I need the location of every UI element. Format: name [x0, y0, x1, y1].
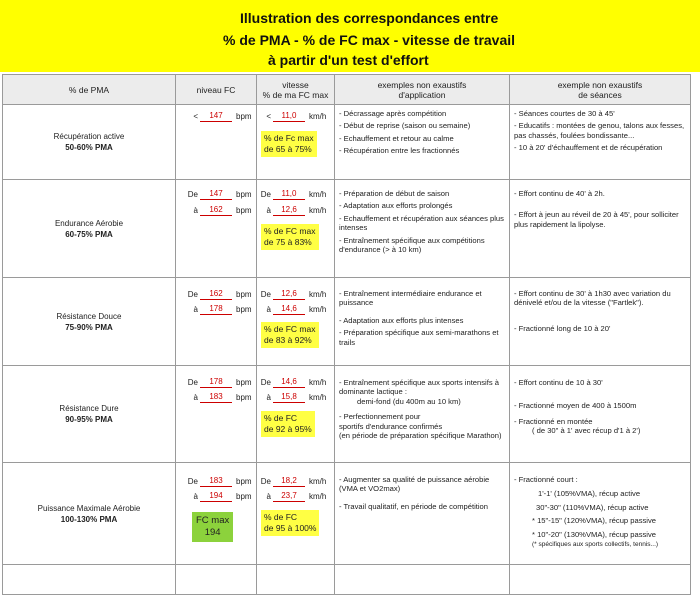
fc-line: De 178 bpm — [187, 377, 252, 387]
sessions-cell — [510, 180, 691, 278]
session-item: - Effort à jeun au réveil de 20 à 45', pour solliciter plus rapidement la lipolyse. — [514, 210, 679, 229]
application-item: - Préparation spécifique aux semi-marathons et trails — [339, 328, 499, 347]
fc-percent-highlight: % de FC de 92 à 95% — [261, 411, 315, 437]
session-item: - Fractionné long de 10 à 20' — [514, 323, 611, 333]
row-resistance-dure — [3, 366, 691, 463]
session-item: - 10 à 20' d'échauffement et de récupération — [514, 143, 663, 153]
session-item: - Effort continu de 30' à 1h30 avec variation du dénivelé et/ou de la vitesse ("Fartlek"). — [514, 289, 671, 308]
title-line-1: Illustration des correspondances entre — [240, 10, 499, 26]
session-item: - Fractionné en montée — [514, 416, 593, 426]
header-sessions: exemple non exaustifs de séances — [510, 75, 691, 105]
header-pma: % de PMA — [3, 75, 176, 105]
session-item: * 15"-15" (120%VMA), récup passive — [532, 516, 656, 526]
application-item: - Perfectionnement pour — [339, 412, 421, 422]
speed-cell — [257, 278, 335, 366]
session-item: - Fractionné court : — [514, 475, 578, 484]
speed-line: De 18,2 km/h — [260, 476, 327, 486]
session-item: - Effort continu de 10 à 30' — [514, 378, 603, 387]
row-label: Résistance Douce 75-90% PMA — [3, 278, 176, 366]
empty-cell — [257, 565, 335, 595]
sessions-cell — [510, 463, 691, 565]
row-pma — [3, 463, 691, 565]
session-item: 1'-1' (105%VMA), récup active — [538, 489, 641, 499]
application-item: (en période de préparation spécifique Marathon) — [339, 431, 502, 441]
applications-cell — [335, 463, 510, 565]
fc-cell — [176, 366, 257, 463]
fc-line: De 183 bpm — [187, 476, 252, 486]
application-item: - Préparation de début de saison — [339, 189, 450, 198]
speed-cell — [257, 180, 335, 278]
speed-line: De 12,6 km/h — [260, 289, 327, 299]
application-item: sportifs d'endurance confirmés — [339, 421, 443, 431]
application-item: - Récupération entre les fractionnés — [339, 146, 460, 156]
sessions-cell — [510, 105, 691, 180]
application-item: - Adaptation aux efforts prolongés — [339, 201, 453, 211]
session-item: - Effort continu de 40' à 2h. — [514, 189, 605, 198]
row-label: Récupération active 50-60% PMA — [3, 105, 176, 180]
applications-cell — [335, 180, 510, 278]
fc-line: De 162 bpm — [187, 289, 252, 299]
row-recuperation — [3, 105, 691, 180]
speed-line: à 15,8 km/h — [266, 392, 327, 402]
header-applications: exemples non exaustifs d'application — [335, 75, 510, 105]
sessions-cell — [510, 278, 691, 366]
speed-line: à 12,6 km/h — [266, 205, 327, 215]
application-item: demi-fond (du 400m au 10 km) — [357, 396, 461, 406]
fc-max-badge: FC max 194 — [192, 512, 233, 542]
fc-line: à 183 bpm — [193, 392, 252, 402]
application-item: - Augmenter sa qualité de puissance aérobie (VMA et VO2max) — [339, 475, 490, 494]
session-item: - Educatifs : montées de genou, talons aux fesses, pas chassés, foulées bondissante... — [514, 121, 685, 140]
session-item: ( de 30" à 1' avec récup d'1 à 2') — [532, 426, 641, 436]
title-line-2: % de PMA - % de FC max - vitesse de travail — [223, 32, 516, 48]
application-item: - Entraînement intermédiaire endurance et puissance — [339, 289, 482, 308]
session-item: (* spécifiques aux sports collectifs, tennis...) — [532, 541, 659, 549]
application-item: - Entraînement spécifique aux sports intensifs à dominante lactique : — [339, 378, 499, 397]
fc-cell — [176, 105, 257, 180]
fc-line: à 178 bpm — [193, 304, 252, 314]
header-fc: niveau FC — [176, 75, 257, 105]
speed-cell — [257, 366, 335, 463]
correspondence-table — [2, 74, 691, 595]
sessions-cell — [510, 366, 691, 463]
fc-percent-highlight: % de FC max de 75 à 83% — [261, 224, 319, 250]
row-label: Résistance Dure 90-95% PMA — [3, 366, 176, 463]
speed-line: à 14,6 km/h — [266, 304, 327, 314]
session-item: * 10"-20" (130%VMA), récup passive — [532, 529, 656, 539]
speed-line: < 11,0 km/h — [266, 111, 327, 121]
fc-line: à 194 bpm — [193, 491, 252, 501]
speed-cell — [257, 463, 335, 565]
session-item: 30"-30" (110%VMA), récup active — [536, 502, 649, 512]
speed-line: De 14,6 km/h — [260, 377, 327, 387]
fc-percent-highlight: % de FC max de 83 à 92% — [261, 322, 319, 348]
fc-cell — [176, 463, 257, 565]
header-row — [3, 75, 691, 105]
application-item: - Echauffement et retour au calme — [339, 133, 454, 143]
application-item: - Début de reprise (saison ou semaine) — [339, 121, 471, 131]
fc-line: < 147 bpm — [193, 111, 252, 121]
empty-cell — [335, 565, 510, 595]
fc-line: De 147 bpm — [187, 189, 252, 199]
session-item: - Séances courtes de 30 à 45' — [514, 109, 615, 118]
row-label: Endurance Aérobie 60-75% PMA — [3, 180, 176, 278]
applications-cell — [335, 105, 510, 180]
title-line-3: à partir d'un test d'effort — [268, 52, 429, 68]
application-item: - Entraînement spécifique aux compétitions d'endurance (> à 10 km) — [339, 235, 485, 255]
header-vitesse: vitesse % de ma FC max — [257, 75, 335, 105]
applications-cell — [335, 366, 510, 463]
application-item: - Adaptation aux efforts plus intenses — [339, 315, 464, 325]
row-endurance — [3, 180, 691, 278]
application-item: - Echauffement et récupération aux séances plus intenses — [339, 213, 504, 233]
fc-cell — [176, 278, 257, 366]
application-item: - Travail qualitatif, en période de compétition — [339, 501, 489, 511]
row-resistance-douce — [3, 278, 691, 366]
row-label: Puissance Maximale Aérobie 100-130% PMA — [3, 463, 176, 565]
fc-cell — [176, 180, 257, 278]
empty-cell — [3, 565, 176, 595]
fc-percent-highlight: % de FC de 95 à 100% — [261, 510, 319, 536]
speed-cell — [257, 105, 335, 180]
fc-line: à 162 bpm — [193, 205, 252, 215]
empty-cell — [176, 565, 257, 595]
applications-cell — [335, 278, 510, 366]
fc-percent-highlight: % de Fc max de 65 à 75% — [261, 131, 317, 157]
speed-line: De 11,0 km/h — [260, 189, 327, 199]
empty-cell — [510, 565, 691, 595]
application-item: - Décrassage après compétition — [339, 109, 447, 118]
speed-line: à 23,7 km/h — [266, 491, 327, 501]
row-empty — [3, 565, 691, 595]
session-item: - Fractionné moyen de 400 à 1500m — [514, 401, 637, 411]
